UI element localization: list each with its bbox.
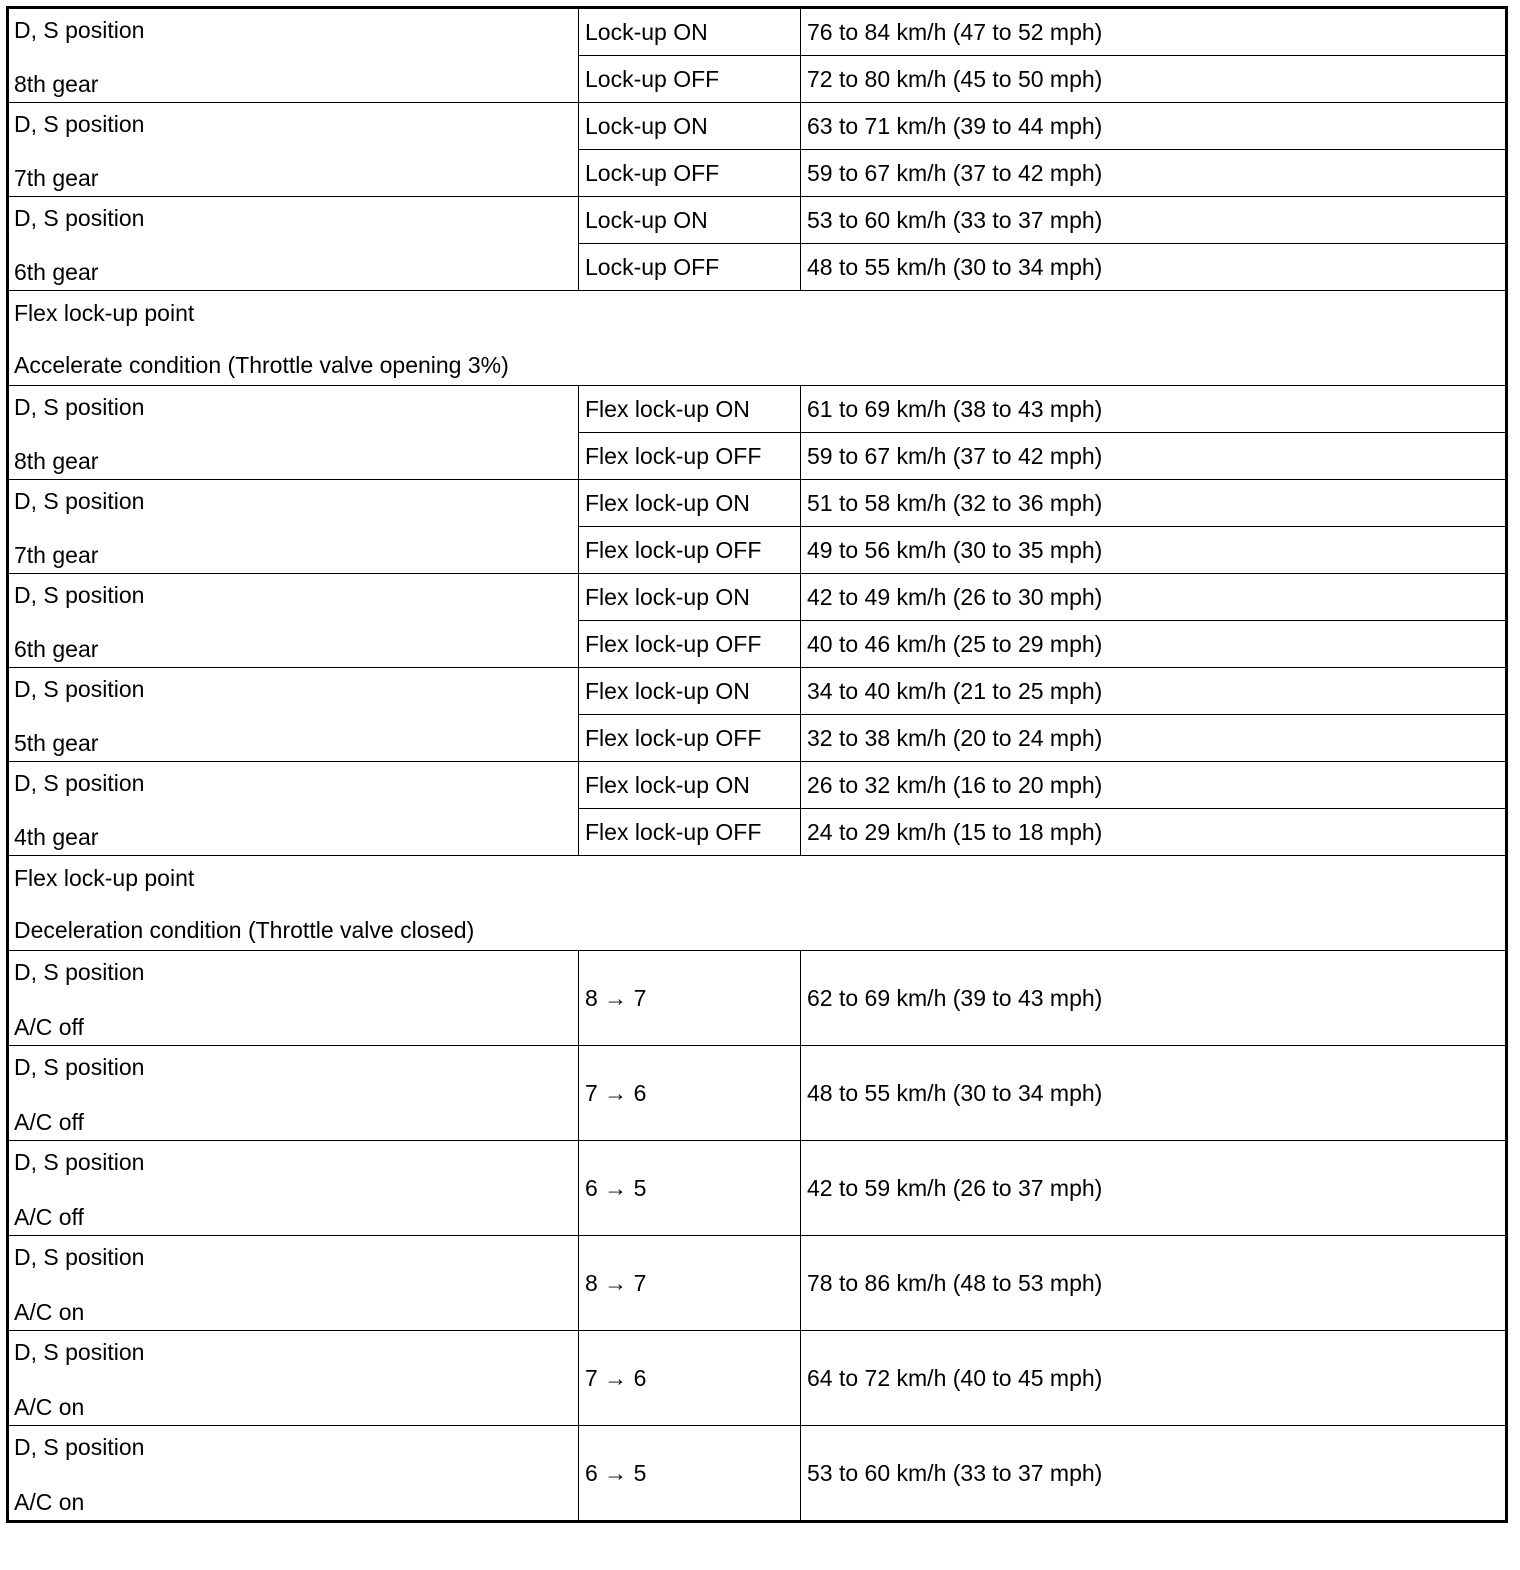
section-header-decelerate (8, 856, 1507, 951)
mode-cell: Flex lock-up OFF (579, 715, 801, 762)
position-label: D, S position (14, 1054, 145, 1080)
condition-cell (8, 103, 579, 197)
gear-label: 4th gear (14, 824, 99, 850)
ac-label: A/C on (14, 1394, 85, 1420)
table-row (8, 762, 1507, 809)
speed-cell: 72 to 80 km/h (45 to 50 mph) (801, 56, 1507, 103)
speed-cell: 32 to 38 km/h (20 to 24 mph) (801, 715, 1507, 762)
condition-cell (8, 386, 579, 480)
position-label: D, S position (14, 1244, 145, 1270)
mode-cell: Flex lock-up ON (579, 574, 801, 621)
speed-cell: 59 to 67 km/h (37 to 42 mph) (801, 150, 1507, 197)
section-header-row (8, 291, 1507, 386)
position-label: D, S position (14, 1149, 145, 1175)
section-header-accelerate (8, 291, 1507, 386)
mode-cell: Flex lock-up OFF (579, 433, 801, 480)
table-row (8, 197, 1507, 244)
mode-cell: Flex lock-up ON (579, 386, 801, 433)
position-label: D, S position (14, 959, 145, 985)
ac-label: A/C on (14, 1299, 85, 1325)
shift-cell: 7 → 6 (579, 1046, 801, 1141)
position-label: D, S position (14, 770, 145, 796)
mode-cell: Flex lock-up OFF (579, 621, 801, 668)
speed-cell: 49 to 56 km/h (30 to 35 mph) (801, 527, 1507, 574)
speed-cell: 61 to 69 km/h (38 to 43 mph) (801, 386, 1507, 433)
position-label: D, S position (14, 1434, 145, 1460)
gear-label: 7th gear (14, 165, 99, 191)
condition-cell (8, 480, 579, 574)
gear-label: 6th gear (14, 259, 99, 285)
speed-cell: 42 to 59 km/h (26 to 37 mph) (801, 1141, 1507, 1236)
position-label: D, S position (14, 205, 145, 231)
gear-label: 7th gear (14, 542, 99, 568)
speed-cell: 64 to 72 km/h (40 to 45 mph) (801, 1331, 1507, 1426)
condition-cell (8, 574, 579, 668)
condition-cell (8, 197, 579, 291)
shift-cell: 7 → 6 (579, 1331, 801, 1426)
speed-cell: 78 to 86 km/h (48 to 53 mph) (801, 1236, 1507, 1331)
speed-cell: 62 to 69 km/h (39 to 43 mph) (801, 951, 1507, 1046)
speed-cell: 26 to 32 km/h (16 to 20 mph) (801, 762, 1507, 809)
mode-cell: Lock-up ON (579, 8, 801, 56)
condition-cell (8, 8, 579, 103)
speed-cell: 63 to 71 km/h (39 to 44 mph) (801, 103, 1507, 150)
mode-cell: Flex lock-up ON (579, 762, 801, 809)
speed-cell: 42 to 49 km/h (26 to 30 mph) (801, 574, 1507, 621)
position-label: D, S position (14, 488, 145, 514)
section-title: Flex lock-up point (14, 300, 195, 326)
condition-cell (8, 951, 579, 1046)
position-label: D, S position (14, 111, 145, 137)
table-row (8, 480, 1507, 527)
condition-cell (8, 668, 579, 762)
condition-cell (8, 1046, 579, 1141)
table-row (8, 1426, 1507, 1522)
mode-cell: Lock-up ON (579, 197, 801, 244)
table-row (8, 1331, 1507, 1426)
condition-cell (8, 1331, 579, 1426)
condition-cell (8, 1141, 579, 1236)
position-label: D, S position (14, 1339, 145, 1365)
table-row (8, 386, 1507, 433)
speed-cell: 48 to 55 km/h (30 to 34 mph) (801, 1046, 1507, 1141)
table-row (8, 668, 1507, 715)
table-row (8, 574, 1507, 621)
mode-cell: Lock-up OFF (579, 56, 801, 103)
section-subtitle: Deceleration condition (Throttle valve closed) (14, 917, 475, 943)
speed-cell: 40 to 46 km/h (25 to 29 mph) (801, 621, 1507, 668)
ac-label: A/C off (14, 1109, 84, 1135)
mode-cell: Lock-up ON (579, 103, 801, 150)
table-row (8, 8, 1507, 56)
speed-cell: 51 to 58 km/h (32 to 36 mph) (801, 480, 1507, 527)
position-label: D, S position (14, 394, 145, 420)
mode-cell: Lock-up OFF (579, 244, 801, 291)
section-subtitle: Accelerate condition (Throttle valve opening 3%) (14, 352, 509, 378)
section-header-row (8, 856, 1507, 951)
gear-label: 5th gear (14, 730, 99, 756)
section-title: Flex lock-up point (14, 865, 195, 891)
shift-cell: 6 → 5 (579, 1426, 801, 1522)
position-label: D, S position (14, 17, 145, 43)
speed-cell: 53 to 60 km/h (33 to 37 mph) (801, 1426, 1507, 1522)
lockup-spec-table (6, 6, 1508, 1523)
condition-cell (8, 762, 579, 856)
mode-cell: Lock-up OFF (579, 150, 801, 197)
table-row (8, 1141, 1507, 1236)
condition-cell (8, 1426, 579, 1522)
condition-cell (8, 1236, 579, 1331)
position-label: D, S position (14, 676, 145, 702)
table-row (8, 951, 1507, 1046)
speed-cell: 59 to 67 km/h (37 to 42 mph) (801, 433, 1507, 480)
mode-cell: Flex lock-up ON (579, 480, 801, 527)
gear-label: 6th gear (14, 636, 99, 662)
speed-cell: 34 to 40 km/h (21 to 25 mph) (801, 668, 1507, 715)
mode-cell: Flex lock-up OFF (579, 809, 801, 856)
table-row (8, 1236, 1507, 1331)
ac-label: A/C on (14, 1489, 85, 1515)
shift-cell: 8 → 7 (579, 951, 801, 1046)
table-row (8, 103, 1507, 150)
gear-label: 8th gear (14, 448, 99, 474)
mode-cell: Flex lock-up ON (579, 668, 801, 715)
ac-label: A/C off (14, 1204, 84, 1230)
position-label: D, S position (14, 582, 145, 608)
ac-label: A/C off (14, 1014, 84, 1040)
speed-cell: 48 to 55 km/h (30 to 34 mph) (801, 244, 1507, 291)
speed-cell: 76 to 84 km/h (47 to 52 mph) (801, 8, 1507, 56)
shift-cell: 6 → 5 (579, 1141, 801, 1236)
speed-cell: 53 to 60 km/h (33 to 37 mph) (801, 197, 1507, 244)
mode-cell: Flex lock-up OFF (579, 527, 801, 574)
shift-cell: 8 → 7 (579, 1236, 801, 1331)
gear-label: 8th gear (14, 71, 99, 97)
speed-cell: 24 to 29 km/h (15 to 18 mph) (801, 809, 1507, 856)
table-row (8, 1046, 1507, 1141)
